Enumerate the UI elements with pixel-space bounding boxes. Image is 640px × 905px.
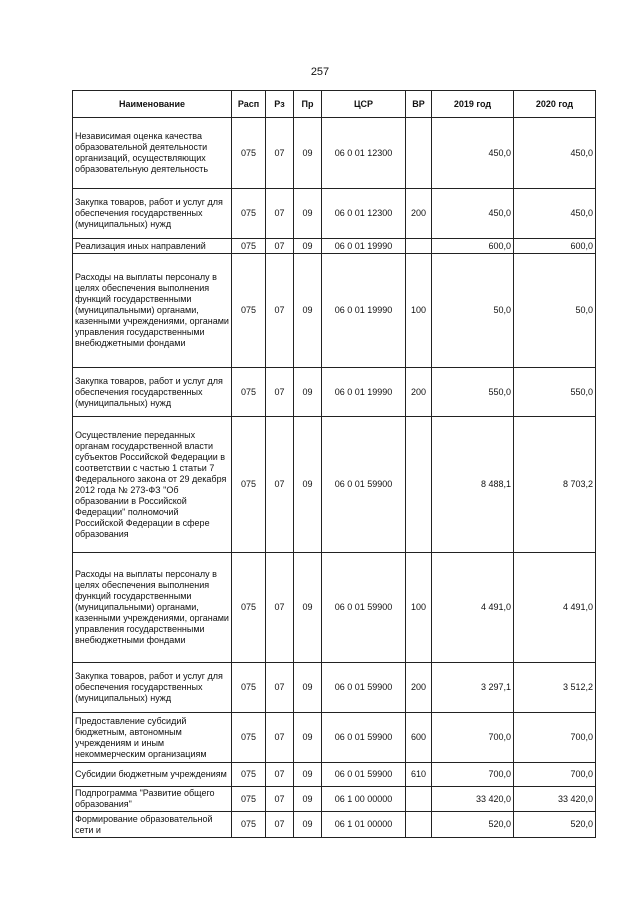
row-2019: 600,0 [432, 239, 514, 254]
row-name: Субсидии бюджетным учреждениям [73, 763, 232, 787]
row-name: Расходы на выплаты персоналу в целях обеспечения выполнения функций государственными (муниципальными) органами, казенными учреждениями, органами управления государственными внебюджетными фондами [73, 553, 232, 663]
row-name: Закупка товаров, работ и услуг для обеспечения государственных (муниципальных) нужд [73, 189, 232, 239]
row-csr: 06 0 01 19990 [322, 239, 406, 254]
row-vr: 200 [406, 663, 432, 713]
row-csr: 06 1 01 00000 [322, 812, 406, 838]
row-pr: 09 [294, 663, 322, 713]
row-2020: 550,0 [514, 368, 596, 417]
header-pr: Пр [294, 91, 322, 118]
row-rasp: 075 [232, 812, 266, 838]
row-rz: 07 [266, 254, 294, 368]
row-vr: 600 [406, 713, 432, 763]
row-2020: 450,0 [514, 189, 596, 239]
row-vr [406, 812, 432, 838]
row-2019: 550,0 [432, 368, 514, 417]
row-pr: 09 [294, 189, 322, 239]
row-rasp: 075 [232, 189, 266, 239]
row-name: Расходы на выплаты персоналу в целях обеспечения выполнения функций государственными (муниципальными) органами, казенными учреждениями, органами управления государственными внебюджетными фондами [73, 254, 232, 368]
row-vr: 100 [406, 553, 432, 663]
row-2019: 520,0 [432, 812, 514, 838]
row-2020: 4 491,0 [514, 553, 596, 663]
row-2020: 700,0 [514, 713, 596, 763]
row-rasp: 075 [232, 713, 266, 763]
row-2020: 33 420,0 [514, 787, 596, 812]
row-rasp: 075 [232, 368, 266, 417]
row-rz: 07 [266, 553, 294, 663]
row-name: Закупка товаров, работ и услуг для обеспечения государственных (муниципальных) нужд [73, 663, 232, 713]
row-rasp: 075 [232, 553, 266, 663]
row-csr: 06 0 01 12300 [322, 189, 406, 239]
row-rz: 07 [266, 812, 294, 838]
table-row [73, 189, 596, 239]
header-name: Наименование [73, 91, 232, 118]
table-row [73, 417, 596, 553]
row-2020: 700,0 [514, 763, 596, 787]
header-rz: Рз [266, 91, 294, 118]
row-csr: 06 0 01 59900 [322, 663, 406, 713]
row-vr [406, 417, 432, 553]
row-pr: 09 [294, 763, 322, 787]
row-2020: 50,0 [514, 254, 596, 368]
row-rz: 07 [266, 239, 294, 254]
row-rasp: 075 [232, 663, 266, 713]
row-pr: 09 [294, 254, 322, 368]
row-csr: 06 0 01 59900 [322, 553, 406, 663]
row-pr: 09 [294, 239, 322, 254]
row-rz: 07 [266, 189, 294, 239]
table-row [73, 254, 596, 368]
row-2019: 3 297,1 [432, 663, 514, 713]
row-rasp: 075 [232, 239, 266, 254]
header-2019: 2019 год [432, 91, 514, 118]
row-2020: 8 703,2 [514, 417, 596, 553]
row-2019: 33 420,0 [432, 787, 514, 812]
row-vr: 610 [406, 763, 432, 787]
row-pr: 09 [294, 553, 322, 663]
row-rasp: 075 [232, 417, 266, 553]
row-vr: 200 [406, 189, 432, 239]
row-2020: 600,0 [514, 239, 596, 254]
row-pr: 09 [294, 787, 322, 812]
row-2020: 450,0 [514, 118, 596, 189]
row-2020: 3 512,2 [514, 663, 596, 713]
row-2019: 50,0 [432, 254, 514, 368]
row-vr [406, 118, 432, 189]
row-csr: 06 0 01 12300 [322, 118, 406, 189]
header-2020: 2020 год [514, 91, 596, 118]
row-vr: 200 [406, 368, 432, 417]
row-pr: 09 [294, 812, 322, 838]
row-csr: 06 0 01 59900 [322, 417, 406, 553]
table-row [73, 763, 596, 787]
table-row [73, 663, 596, 713]
row-rasp: 075 [232, 787, 266, 812]
table-row [73, 368, 596, 417]
row-name: Подпрограмма "Развитие общего образования" [73, 787, 232, 812]
row-pr: 09 [294, 368, 322, 417]
row-name: Формирование образовательной сети и [73, 812, 232, 838]
table-row [73, 118, 596, 189]
table-row [73, 553, 596, 663]
row-vr: 100 [406, 254, 432, 368]
row-csr: 06 1 00 00000 [322, 787, 406, 812]
row-rasp: 075 [232, 763, 266, 787]
row-2019: 4 491,0 [432, 553, 514, 663]
row-2020: 520,0 [514, 812, 596, 838]
row-name: Предоставление субсидий бюджетным, автономным учреждениям и иным некоммерческим организациям [73, 713, 232, 763]
row-2019: 8 488,1 [432, 417, 514, 553]
row-rz: 07 [266, 118, 294, 189]
row-2019: 450,0 [432, 189, 514, 239]
row-csr: 06 0 01 59900 [322, 713, 406, 763]
row-rz: 07 [266, 417, 294, 553]
row-name: Независимая оценка качества образовательной деятельности организаций, осуществляющих образовательную деятельность [73, 118, 232, 189]
table-row [73, 239, 596, 254]
row-csr: 06 0 01 19990 [322, 368, 406, 417]
row-vr [406, 239, 432, 254]
table-row [73, 713, 596, 763]
row-name: Закупка товаров, работ и услуг для обеспечения государственных (муниципальных) нужд [73, 368, 232, 417]
budget-table [72, 90, 596, 838]
row-vr [406, 787, 432, 812]
row-rz: 07 [266, 713, 294, 763]
row-rz: 07 [266, 787, 294, 812]
row-csr: 06 0 01 59900 [322, 763, 406, 787]
row-pr: 09 [294, 417, 322, 553]
row-pr: 09 [294, 713, 322, 763]
row-name: Осуществление переданных органам государственной власти субъектов Российской Федерации в соответствии с частью 1 статьи 7 Федерального закона от 29 декабря 2012 года № 273-ФЗ "Об образовании в Российской Федерации" полномочий Российской Федерации в сфере образования [73, 417, 232, 553]
row-rz: 07 [266, 763, 294, 787]
row-2019: 700,0 [432, 763, 514, 787]
page-number: 257 [310, 66, 330, 78]
header-rasp: Расп [232, 91, 266, 118]
header-row [73, 91, 596, 118]
header-vr: ВР [406, 91, 432, 118]
row-rz: 07 [266, 663, 294, 713]
table-row [73, 787, 596, 812]
row-2019: 700,0 [432, 713, 514, 763]
row-pr: 09 [294, 118, 322, 189]
row-rz: 07 [266, 368, 294, 417]
row-rasp: 075 [232, 118, 266, 189]
row-csr: 06 0 01 19990 [322, 254, 406, 368]
table-row [73, 812, 596, 838]
row-2019: 450,0 [432, 118, 514, 189]
row-rasp: 075 [232, 254, 266, 368]
header-csr: ЦСР [322, 91, 406, 118]
row-name: Реализация иных направлений [73, 239, 232, 254]
